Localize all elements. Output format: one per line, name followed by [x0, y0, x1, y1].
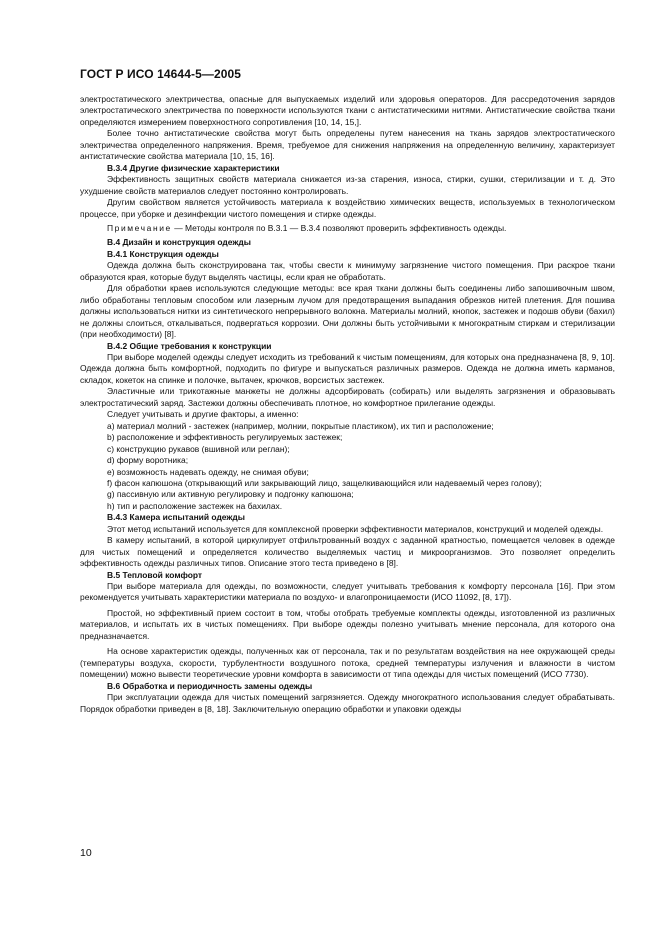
- list-item: e) возможность надевать одежду, не снимая обуви;: [107, 466, 309, 477]
- body-paragraph: На основе характеристик одежды, полученных как от персонала, так и по результатам воздействия на нее окружающей среды (температуры воздуха, скорости, турбулентности воздушного потока, средней температуры излучения и влажности в чистом помещении) можно вывести теоретические уровни комфорта в зависимости от типа одежды для чистых помещений (ИСО 7730).: [80, 646, 615, 680]
- list-item: b) расположение и эффективность регулируемых застежек;: [107, 432, 343, 443]
- section-heading: В.5 Тепловой комфорт: [107, 569, 203, 580]
- list-item: g) пассивную или активную регулировку и подгонку капюшона;: [107, 489, 354, 500]
- list-item: h) тип и расположение застежек на бахилах.: [107, 500, 283, 511]
- body-paragraph: При эксплуатации одежда для чистых помещений загрязняется. Одежду многократного использования следует обрабатывать. Порядок обработки приведен в [8, 18]. Заключительную операцию обработки и упаковки одежды: [80, 692, 615, 714]
- section-heading: В.4.1 Конструкция одежды: [107, 248, 219, 259]
- list-item: c) конструкцию рукавов (вшивной или реглан);: [107, 443, 290, 454]
- list-item: f) фасон капюшона (открывающий или закрывающий лицо, защелкивающийся или надеваемый через голову);: [107, 477, 542, 488]
- body-paragraph: Простой, но эффективный прием состоит в том, чтобы отобрать требуемые комплекты одежды, изготовленной из различных материалов, и испытать их в чистых помещениях. При выборе одежды полезно учитывать мнение персонала, для которого она предназначается.: [80, 607, 615, 641]
- page-number: 10: [80, 847, 92, 859]
- note-text: — Методы контроля по В.3.1 — В.3.4 позволяют проверить эффективность одежды.: [171, 222, 507, 233]
- body-paragraph: Эффективность защитных свойств материала снижается из-за старения, износа, стирки, сушки, стерилизации и т. д. Это ухудшение свойств материалов следует постоянно контролировать.: [80, 174, 615, 196]
- note-label: Примечание: [107, 222, 172, 233]
- document-header: ГОСТ Р ИСО 14644-5—2005: [80, 67, 242, 81]
- body-paragraph: При выборе материала для одежды, по возможности, следует учитывать требования к комфорту персонала [16]. При этом рекомендуется учитывать характеристики материала по воздухо- и влагопроницаемости (ИСО 11092, [8, 17]).: [80, 581, 615, 603]
- body-paragraph: Другим свойством является устойчивость материала к воздействию химических веществ, используемых в технологическом процессе, при уборке и дезинфекции чистого помещения и стирке одежды.: [80, 197, 615, 219]
- list-item: d) форму воротника;: [107, 455, 189, 466]
- body-paragraph: Одежда должна быть сконструирована так, чтобы свести к минимуму загрязнение чистого помещения. При раскрое ткани образуются края, которые будут выделять частицы, если края не обработать.: [80, 260, 615, 282]
- document-body: [80, 94, 615, 715]
- section-heading: В.4 Дизайн и конструкция одежды: [107, 237, 251, 248]
- note-paragraph: [80, 223, 615, 234]
- body-paragraph-continued: электростатического электричества, опасные для выпускаемых изделий или здоровья операторов. Для рассредоточения зарядов электростатического электричества по поверхности используются ткани с антистатическими нитями. Антистатические свойства ткани определяются измерением поверхностного сопротивления [10, 14, 15,].: [80, 94, 615, 127]
- body-paragraph: В камеру испытаний, в которой циркулирует отфильтрованный воздух с заданной кратностью, помещается человек в одежде для чистых помещений и определяется количество выделяемых частиц и микроорганизмов. Это позволяет определить эффективность одежды различных типов. Описание этого теста приведено в [8].: [80, 535, 615, 569]
- body-paragraph: Следует учитывать и другие факторы, а именно:: [107, 409, 299, 420]
- body-paragraph: Для обработки краев используются следующие методы: все края ткани должны быть соединены либо запошивочным швом, либо обработаны тепловым способом или лазерным лучом для предотвращения выпадания обрезков нитей плетения. Для пошива должны использоваться нитки из синтетического непрерывного волокна. Материалы молний, кнопок, застежек и подошв обуви (бахил) не должны слоиться, откалываться, подвергаться коррозии. Они должны быть устойчивыми к многократным стиркам и стерилизации (при необходимости) [8].: [80, 283, 615, 340]
- list-item: a) материал молний - застежек (например, молнии, покрытые пластиком), их тип и расположение;: [107, 420, 494, 431]
- section-heading: В.4.2 Общие требования к конструкции: [107, 340, 272, 351]
- body-paragraph: Более точно антистатические свойства могут быть определены путем нанесения на ткань зарядов электростатического электричества определенного напряжения. Время, требуемое для снижения напряжения на определенную величину, характеризует антистатические свойства материала [10, 15, 16].: [80, 128, 615, 162]
- section-heading: В.4.3 Камера испытаний одежды: [107, 512, 245, 523]
- body-paragraph: Эластичные или трикотажные манжеты не должны адсорбировать (собирать) или выделять загрязнения и образовывать электростатический заряд. Застежки должны обеспечивать плотное, но комфортное прилегание одежды.: [80, 386, 615, 408]
- section-heading: В.6 Обработка и периодичность замены одежды: [107, 680, 313, 691]
- section-heading: В.3.4 Другие физические характеристики: [107, 162, 280, 173]
- body-paragraph: При выборе моделей одежды следует исходить из требований к чистым помещениям, для которых она предназначена [8, 9, 10]. Одежда должна быть комфортной, подходить по фигуре и выпускаться различных размеров. Одежда не должна иметь карманов, складок, кокеток на спинке и полочке, вытачек, крючков, ворсистых застежек.: [80, 351, 615, 385]
- body-paragraph: Этот метод испытаний используется для комплексной проверки эффективности материалов, конструкций и моделей одежды.: [107, 523, 604, 534]
